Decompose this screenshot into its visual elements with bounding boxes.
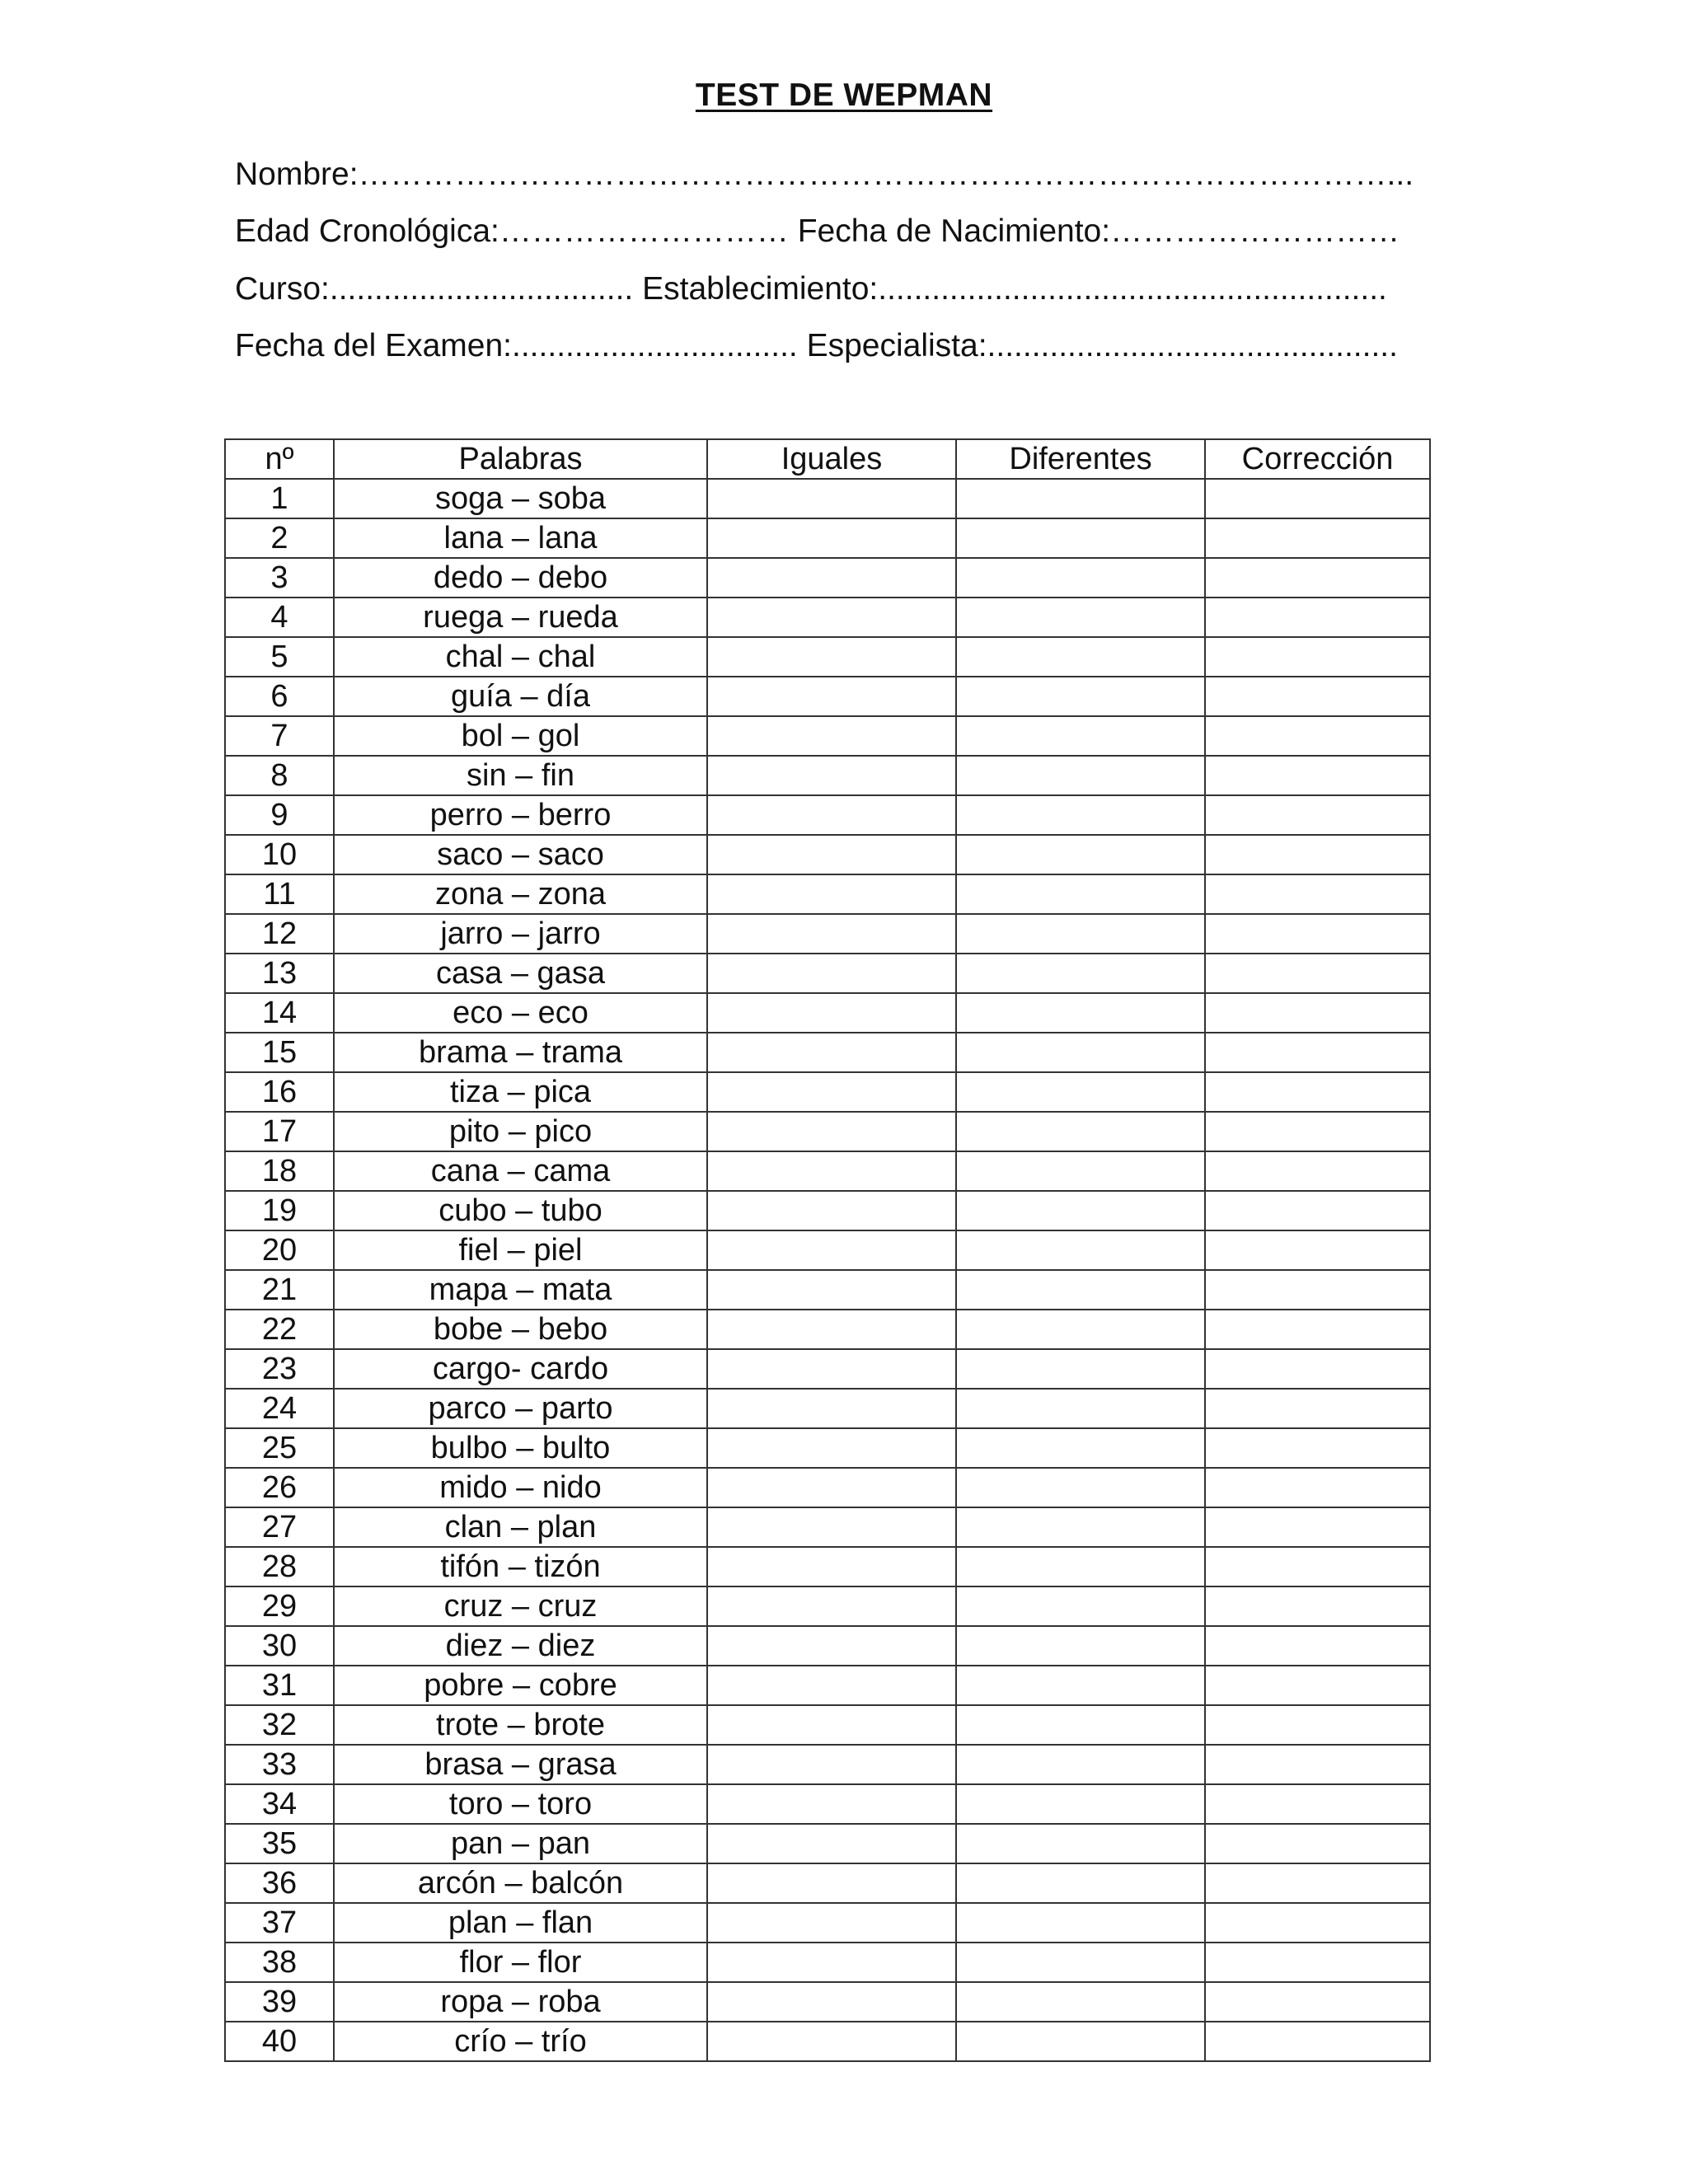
correccion-cell[interactable] [1205,1824,1430,1863]
word-pair: eco – eco [334,993,707,1033]
table-row [225,558,1430,598]
table-row [225,756,1430,795]
word-pair: bulbo – bulto [334,1428,707,1468]
table-row [225,1151,1430,1191]
header-numero: nº [225,439,334,479]
word-pair: soga – soba [334,479,707,518]
iguales-cell[interactable] [707,1586,956,1626]
iguales-cell[interactable] [707,1230,956,1270]
fecha-nacimiento-field[interactable]: Fecha de Nacimiento:……………………… [797,213,1400,249]
row-number: 4 [225,598,334,637]
word-pair: pito – pico [334,1112,707,1151]
word-pair: parco – parto [334,1389,707,1428]
correccion-cell[interactable] [1205,874,1430,914]
word-pair: plan – flan [334,1903,707,1943]
word-pair: casa – gasa [334,954,707,993]
table-row [225,1230,1430,1270]
row-number: 5 [225,637,334,677]
iguales-cell[interactable] [707,1784,956,1824]
establecimiento-field[interactable]: Establecimiento:......................................................... [642,271,1387,307]
row-number: 37 [225,1903,334,1943]
diferentes-cell[interactable] [956,677,1205,716]
iguales-cell[interactable] [707,954,956,993]
row-number: 35 [225,1824,334,1863]
correccion-cell[interactable] [1205,1903,1430,1943]
table-row [225,1547,1430,1586]
table-row [225,1982,1430,2022]
diferentes-cell[interactable] [956,1507,1205,1547]
correccion-cell[interactable] [1205,1784,1430,1824]
correccion-cell[interactable] [1205,1033,1430,1072]
word-pair: cubo – tubo [334,1191,707,1230]
row-number: 3 [225,558,334,598]
diferentes-cell[interactable] [956,1784,1205,1824]
iguales-cell[interactable] [707,1626,956,1666]
correccion-cell[interactable] [1205,1230,1430,1270]
course-school-field-line [235,273,1387,305]
correccion-cell[interactable] [1205,1982,1430,2022]
row-number: 2 [225,518,334,558]
iguales-cell[interactable] [707,1666,956,1705]
word-pair: bol – gol [334,716,707,756]
correccion-cell[interactable] [1205,1547,1430,1586]
correccion-cell[interactable] [1205,1270,1430,1310]
correccion-cell[interactable] [1205,1863,1430,1903]
diferentes-cell[interactable] [956,1349,1205,1389]
iguales-cell[interactable] [707,1705,956,1745]
word-pair: arcón – balcón [334,1863,707,1903]
correccion-cell[interactable] [1205,1151,1430,1191]
table-row [225,1626,1430,1666]
word-pair: sin – fin [334,756,707,795]
diferentes-cell[interactable] [956,1191,1205,1230]
correccion-cell[interactable] [1205,954,1430,993]
row-number: 25 [225,1428,334,1468]
word-pair: ruega – rueda [334,598,707,637]
iguales-cell[interactable] [707,518,956,558]
nombre-field[interactable]: Nombre:……………………………………………………………………………………... [235,157,1414,192]
diferentes-cell[interactable] [956,914,1205,954]
exam-date-specialist-field-line [235,330,1398,362]
iguales-cell[interactable] [707,2022,956,2061]
diferentes-cell[interactable] [956,993,1205,1033]
table-row [225,1191,1430,1230]
correccion-cell[interactable] [1205,756,1430,795]
row-number: 11 [225,874,334,914]
table-row [225,1072,1430,1112]
word-pair: jarro – jarro [334,914,707,954]
iguales-cell[interactable] [707,1151,956,1191]
table-row [225,914,1430,954]
correccion-cell[interactable] [1205,1468,1430,1507]
correccion-cell[interactable] [1205,1349,1430,1389]
table-row [225,598,1430,637]
row-number: 26 [225,1468,334,1507]
correccion-cell[interactable] [1205,716,1430,756]
table-row [225,1784,1430,1824]
table-row [225,1310,1430,1349]
iguales-cell[interactable] [707,677,956,716]
word-pair: flor – flor [334,1943,707,1982]
table-row [225,637,1430,677]
diferentes-cell[interactable] [956,1310,1205,1349]
table-row [225,1586,1430,1626]
iguales-cell[interactable] [707,1745,956,1784]
diferentes-cell[interactable] [956,1666,1205,1705]
diferentes-cell[interactable] [956,1389,1205,1428]
correccion-cell[interactable] [1205,1586,1430,1626]
diferentes-cell[interactable] [956,2022,1205,2061]
correccion-cell[interactable] [1205,1666,1430,1705]
row-number: 10 [225,835,334,874]
diferentes-cell[interactable] [956,1586,1205,1626]
iguales-cell[interactable] [707,795,956,835]
row-number: 33 [225,1745,334,1784]
iguales-cell[interactable] [707,1507,956,1547]
correccion-cell[interactable] [1205,1389,1430,1428]
age-birthdate-field-line [235,215,1400,247]
table-row [225,1745,1430,1784]
row-number: 19 [225,1191,334,1230]
row-number: 31 [225,1666,334,1705]
word-pair: trote – brote [334,1705,707,1745]
word-pair: mido – nido [334,1468,707,1507]
table-row [225,1389,1430,1428]
diferentes-cell[interactable] [956,716,1205,756]
table-row [225,954,1430,993]
word-pair: tiza – pica [334,1072,707,1112]
diferentes-cell[interactable] [956,1270,1205,1310]
header-iguales: Iguales [707,439,956,479]
iguales-cell[interactable] [707,1270,956,1310]
diferentes-cell[interactable] [956,598,1205,637]
table-row [225,1270,1430,1310]
table-row [225,1824,1430,1863]
row-number: 6 [225,677,334,716]
diferentes-cell[interactable] [956,1428,1205,1468]
diferentes-cell[interactable] [956,874,1205,914]
diferentes-cell[interactable] [956,835,1205,874]
header-palabras: Palabras [334,439,707,479]
iguales-cell[interactable] [707,716,956,756]
correccion-cell[interactable] [1205,637,1430,677]
diferentes-cell[interactable] [956,1547,1205,1586]
diferentes-cell[interactable] [956,1072,1205,1112]
correccion-cell[interactable] [1205,518,1430,558]
name-field-line [235,158,1414,190]
word-pair: lana – lana [334,518,707,558]
correccion-cell[interactable] [1205,1745,1430,1784]
diferentes-cell[interactable] [956,1151,1205,1191]
correccion-cell[interactable] [1205,1112,1430,1151]
iguales-cell[interactable] [707,558,956,598]
row-number: 15 [225,1033,334,1072]
diferentes-cell[interactable] [956,1230,1205,1270]
word-pair: dedo – debo [334,558,707,598]
iguales-cell[interactable] [707,1863,956,1903]
word-pair: ropa – roba [334,1982,707,2022]
table-row [225,1666,1430,1705]
correccion-cell[interactable] [1205,1705,1430,1745]
diferentes-cell[interactable] [956,1626,1205,1666]
word-pair: guía – día [334,677,707,716]
word-pair: crío – trío [334,2022,707,2061]
table-body [225,479,1430,2061]
row-number: 38 [225,1943,334,1982]
iguales-cell[interactable] [707,1903,956,1943]
row-number: 40 [225,2022,334,2061]
row-number: 14 [225,993,334,1033]
correccion-cell[interactable] [1205,558,1430,598]
word-pair: pan – pan [334,1824,707,1863]
iguales-cell[interactable] [707,1191,956,1230]
word-pairs-table [224,438,1431,2062]
row-number: 9 [225,795,334,835]
correccion-cell[interactable] [1205,1191,1430,1230]
correccion-cell[interactable] [1205,993,1430,1033]
diferentes-cell[interactable] [956,1903,1205,1943]
iguales-cell[interactable] [707,1349,956,1389]
iguales-cell[interactable] [707,598,956,637]
word-pair: clan – plan [334,1507,707,1547]
iguales-cell[interactable] [707,1310,956,1349]
table-row [225,835,1430,874]
word-pair: chal – chal [334,637,707,677]
row-number: 1 [225,479,334,518]
diferentes-cell[interactable] [956,558,1205,598]
diferentes-cell[interactable] [956,1943,1205,1982]
word-pair: cruz – cruz [334,1586,707,1626]
row-number: 36 [225,1863,334,1903]
row-number: 24 [225,1389,334,1428]
row-number: 34 [225,1784,334,1824]
table-row [225,479,1430,518]
word-pair: bobe – bebo [334,1310,707,1349]
table-row [225,1428,1430,1468]
table-row [225,1033,1430,1072]
iguales-cell[interactable] [707,1943,956,1982]
table-header-row [225,439,1430,479]
table-row [225,1705,1430,1745]
diferentes-cell[interactable] [956,479,1205,518]
iguales-cell[interactable] [707,1547,956,1586]
correccion-cell[interactable] [1205,914,1430,954]
row-number: 12 [225,914,334,954]
correccion-cell[interactable] [1205,677,1430,716]
iguales-cell[interactable] [707,1982,956,2022]
iguales-cell[interactable] [707,1112,956,1151]
correccion-cell[interactable] [1205,1072,1430,1112]
correccion-cell[interactable] [1205,1428,1430,1468]
table-row [225,1468,1430,1507]
correccion-cell[interactable] [1205,2022,1430,2061]
table-row [225,1863,1430,1903]
diferentes-cell[interactable] [956,1982,1205,2022]
diferentes-cell[interactable] [956,954,1205,993]
table-row [225,1903,1430,1943]
correccion-cell[interactable] [1205,835,1430,874]
row-number: 18 [225,1151,334,1191]
row-number: 8 [225,756,334,795]
header-correccion: Corrección [1205,439,1430,479]
row-number: 17 [225,1112,334,1151]
diferentes-cell[interactable] [956,1468,1205,1507]
iguales-cell[interactable] [707,835,956,874]
table-row [225,1943,1430,1982]
iguales-cell[interactable] [707,1072,956,1112]
table-row [225,518,1430,558]
iguales-cell[interactable] [707,1389,956,1428]
table-row [225,874,1430,914]
correccion-cell[interactable] [1205,479,1430,518]
diferentes-cell[interactable] [956,518,1205,558]
table-row [225,993,1430,1033]
correccion-cell[interactable] [1205,795,1430,835]
diferentes-cell[interactable] [956,1745,1205,1784]
diferentes-cell[interactable] [956,756,1205,795]
row-number: 28 [225,1547,334,1586]
correccion-cell[interactable] [1205,1943,1430,1982]
word-pair: diez – diez [334,1626,707,1666]
table-row [225,1507,1430,1547]
iguales-cell[interactable] [707,914,956,954]
word-pair: saco – saco [334,835,707,874]
row-number: 20 [225,1230,334,1270]
word-pair: mapa – mata [334,1270,707,1310]
table-row [225,2022,1430,2061]
row-number: 7 [225,716,334,756]
diferentes-cell[interactable] [956,1033,1205,1072]
row-number: 32 [225,1705,334,1745]
word-pair: cana – cama [334,1151,707,1191]
word-pair: cargo- cardo [334,1349,707,1389]
iguales-cell[interactable] [707,1428,956,1468]
word-pair: brama – trama [334,1033,707,1072]
diferentes-cell[interactable] [956,795,1205,835]
diferentes-cell[interactable] [956,1112,1205,1151]
diferentes-cell[interactable] [956,637,1205,677]
row-number: 16 [225,1072,334,1112]
correccion-cell[interactable] [1205,1310,1430,1349]
correccion-cell[interactable] [1205,1507,1430,1547]
document-title: TEST DE WEPMAN [695,77,993,113]
especialista-field[interactable]: Especialista:.............................................. [806,328,1398,363]
header-diferentes: Diferentes [956,439,1205,479]
row-number: 29 [225,1586,334,1626]
table-row [225,1112,1430,1151]
diferentes-cell[interactable] [956,1824,1205,1863]
iguales-cell[interactable] [707,637,956,677]
iguales-cell[interactable] [707,1033,956,1072]
word-pair: tifón – tizón [334,1547,707,1586]
diferentes-cell[interactable] [956,1863,1205,1903]
row-number: 27 [225,1507,334,1547]
row-number: 21 [225,1270,334,1310]
table-row [225,1349,1430,1389]
word-pair: zona – zona [334,874,707,914]
table-row [225,716,1430,756]
row-number: 13 [225,954,334,993]
diferentes-cell[interactable] [956,1705,1205,1745]
word-pair: perro – berro [334,795,707,835]
correccion-cell[interactable] [1205,1626,1430,1666]
iguales-cell[interactable] [707,1824,956,1863]
iguales-cell[interactable] [707,756,956,795]
row-number: 30 [225,1626,334,1666]
word-pair: toro – toro [334,1784,707,1824]
iguales-cell[interactable] [707,1468,956,1507]
iguales-cell[interactable] [707,993,956,1033]
correccion-cell[interactable] [1205,598,1430,637]
row-number: 39 [225,1982,334,2022]
table-row [225,795,1430,835]
row-number: 22 [225,1310,334,1349]
word-pair: fiel – piel [334,1230,707,1270]
iguales-cell[interactable] [707,479,956,518]
curso-field[interactable]: Curso:.................................. [235,271,643,307]
word-pair: pobre – cobre [334,1666,707,1705]
table-row [225,677,1430,716]
iguales-cell[interactable] [707,874,956,914]
row-number: 23 [225,1349,334,1389]
word-pair: brasa – grasa [334,1745,707,1784]
edad-cronologica-field[interactable]: Edad Cronológica:……………………… [235,213,798,249]
fecha-examen-field[interactable]: Fecha del Examen:................................ [235,328,807,363]
